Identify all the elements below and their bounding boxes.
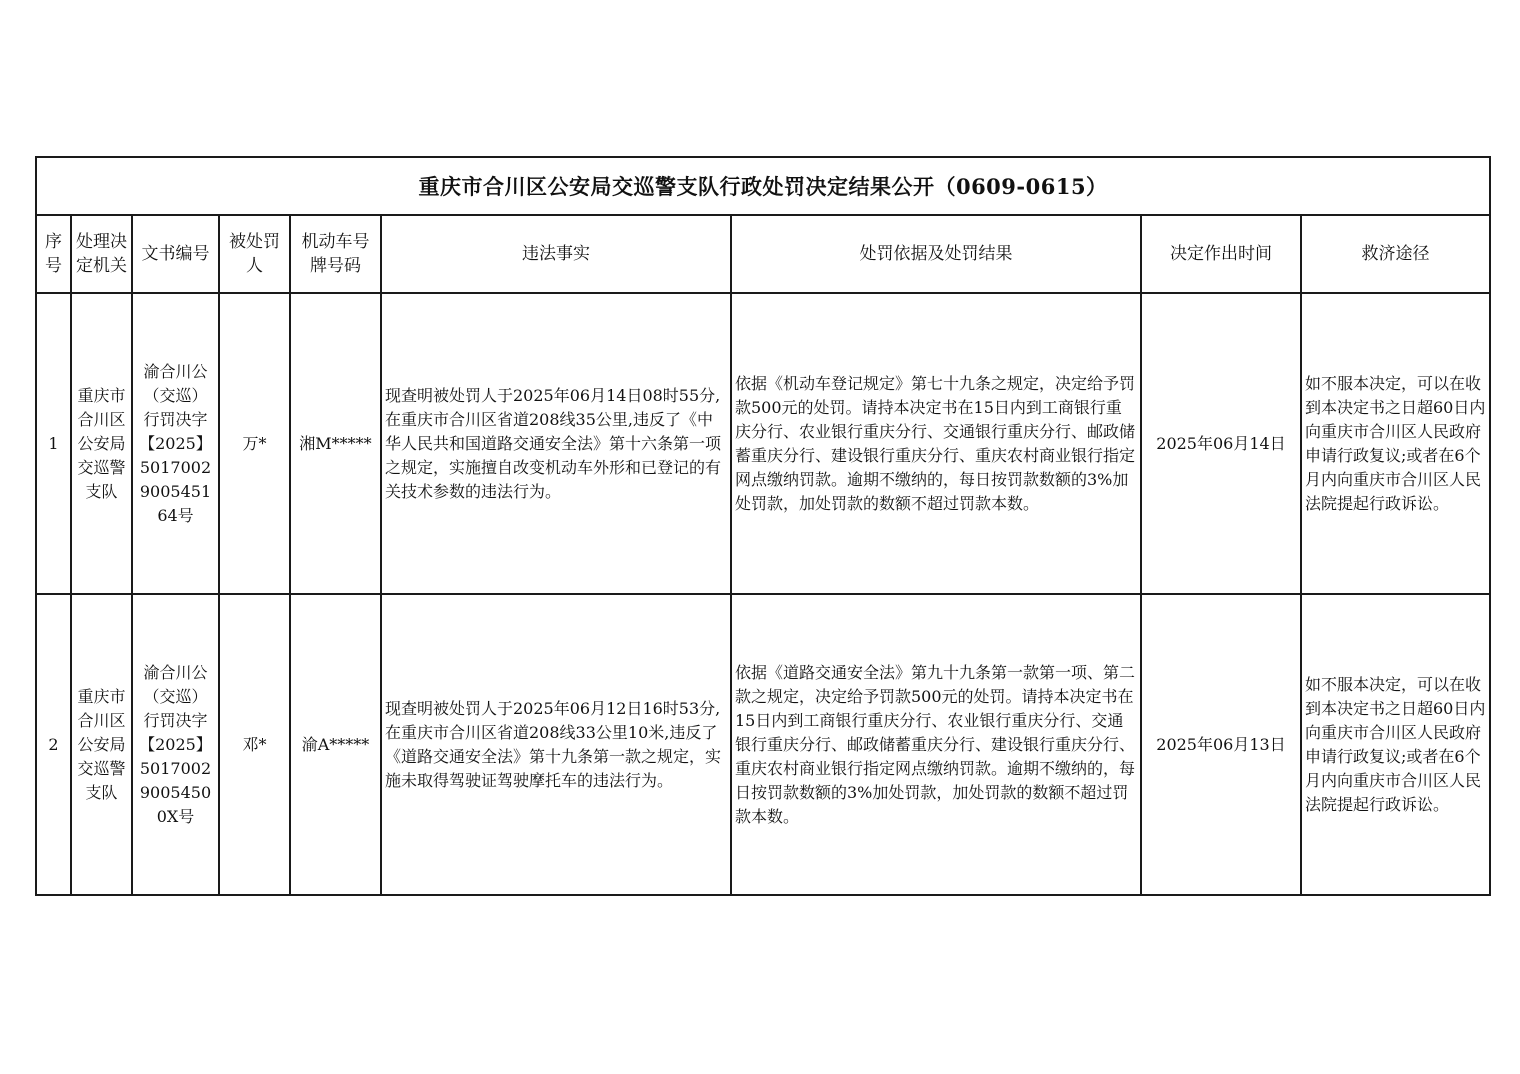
page-title: 重庆市合川区公安局交巡警支队行政处罚决定结果公开（0609-0615）	[36, 157, 1490, 215]
header-doc-no: 文书编号	[132, 215, 219, 293]
cell-basis: 依据《道路交通安全法》第九十九条第一款第一项、第二款之规定，决定给予罚款500元的处罚。请持本决定书在15日内到工商银行重庆分行、农业银行重庆分行、交通银行重庆分行、邮政储蓄重庆分行、建设银行重庆分行、重庆农村商业银行指定网点缴纳罚款。逾期不缴纳的，每日按罚款数额的3%加处罚款，加处罚款的数额不超过罚款本数。	[731, 594, 1141, 895]
cell-doc-no: 渝合川公（交巡）行罚决字【2025】501700290054500X号	[132, 594, 219, 895]
cell-seq: 1	[36, 293, 71, 594]
cell-remedy: 如不服本决定，可以在收到本决定书之日超60日内向重庆市合川区人民政府申请行政复议;或者在6个月内向重庆市合川区人民法院提起行政诉讼。	[1301, 293, 1490, 594]
header-agency: 处理决定机关	[71, 215, 132, 293]
table-row	[36, 293, 1490, 594]
title-row	[36, 157, 1490, 215]
header-row	[36, 215, 1490, 293]
header-facts: 违法事实	[381, 215, 731, 293]
cell-facts: 现查明被处罚人于2025年06月14日08时55分,在重庆市合川区省道208线35公里,违反了《中华人民共和国道路交通安全法》第十六条第一项之规定，实施擅自改变机动车外形和已登记的有关技术参数的违法行为。	[381, 293, 731, 594]
cell-remedy: 如不服本决定，可以在收到本决定书之日超60日内向重庆市合川区人民政府申请行政复议;或者在6个月内向重庆市合川区人民法院提起行政诉讼。	[1301, 594, 1490, 895]
cell-person: 万*	[219, 293, 290, 594]
header-person: 被处罚人	[219, 215, 290, 293]
cell-seq: 2	[36, 594, 71, 895]
cell-date: 2025年06月13日	[1141, 594, 1301, 895]
cell-agency: 重庆市合川区公安局交巡警支队	[71, 293, 132, 594]
header-basis: 处罚依据及处罚结果	[731, 215, 1141, 293]
header-seq: 序号	[36, 215, 71, 293]
cell-plate: 湘M*****	[290, 293, 381, 594]
cell-person: 邓*	[219, 594, 290, 895]
header-plate: 机动车号牌号码	[290, 215, 381, 293]
cell-agency: 重庆市合川区公安局交巡警支队	[71, 594, 132, 895]
cell-facts: 现查明被处罚人于2025年06月12日16时53分,在重庆市合川区省道208线33公里10米,违反了《道路交通安全法》第十九条第一款之规定，实施未取得驾驶证驾驶摩托车的违法行为。	[381, 594, 731, 895]
table-row	[36, 594, 1490, 895]
cell-plate: 渝A*****	[290, 594, 381, 895]
cell-date: 2025年06月14日	[1141, 293, 1301, 594]
penalty-disclosure-table	[35, 156, 1491, 896]
header-remedy: 救济途径	[1301, 215, 1490, 293]
cell-basis: 依据《机动车登记规定》第七十九条之规定，决定给予罚款500元的处罚。请持本决定书在15日内到工商银行重庆分行、农业银行重庆分行、交通银行重庆分行、邮政储蓄重庆分行、建设银行重庆分行、重庆农村商业银行指定网点缴纳罚款。逾期不缴纳的，每日按罚款数额的3%加处罚款，加处罚款的数额不超过罚款本数。	[731, 293, 1141, 594]
header-date: 决定作出时间	[1141, 215, 1301, 293]
cell-doc-no: 渝合川公（交巡）行罚决字【2025】5017002900545164号	[132, 293, 219, 594]
